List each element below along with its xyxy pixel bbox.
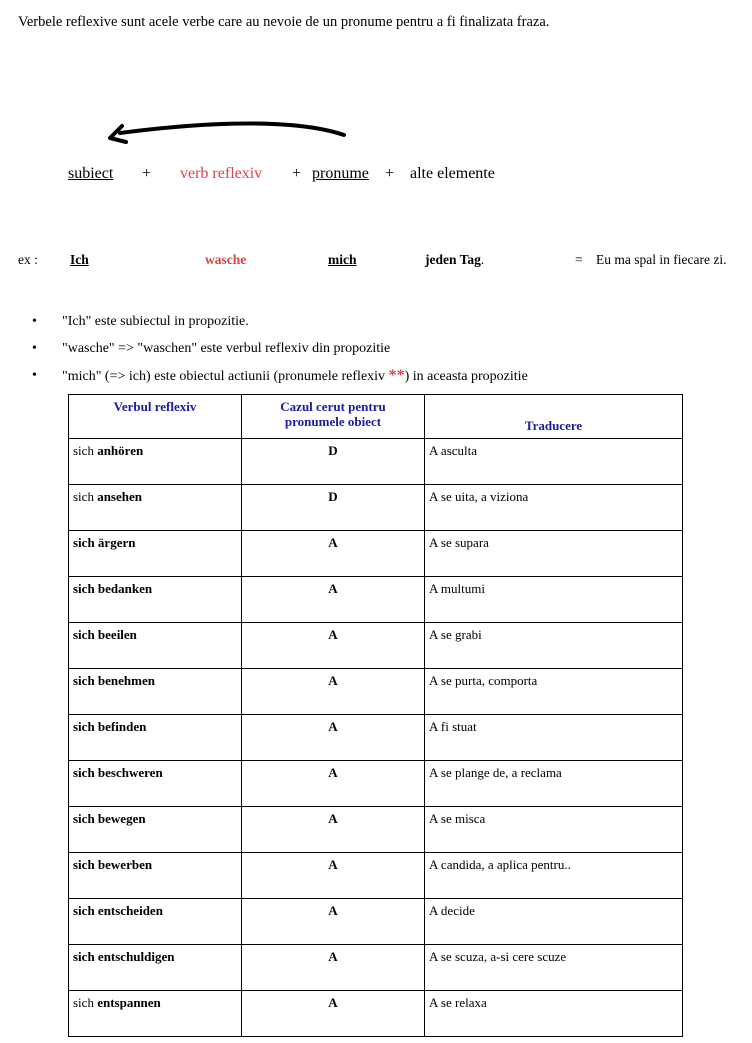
case-cell: D [242,485,425,531]
case-cell: A [242,715,425,761]
formula-subject: subiect [68,165,114,182]
case-cell: A [242,577,425,623]
verb-cell: sich entspannen [69,991,242,1037]
table-row [69,761,683,807]
case-cell: A [242,623,425,669]
list-item: • "wasche" => "waschen" este verbul reflexiv din propozitie [32,341,391,356]
table-row [69,715,683,761]
table-header-row [69,395,683,439]
bullet-icon: • [32,368,37,383]
translation-cell: A se misca [425,807,683,853]
translation-cell: A fi stuat [425,715,683,761]
example-word-ich: Ich [70,252,89,267]
verb-cell: sich ärgern [69,531,242,577]
table-row [69,439,683,485]
bullet-icon: • [32,341,37,356]
translation-cell: A se scuza, a-si cere scuze [425,945,683,991]
explanation-list [32,313,528,394]
translation-cell: A se relaxa [425,991,683,1037]
verb-cell: sich benehmen [69,669,242,715]
example-word-wasche: wasche [205,252,247,267]
table-row [69,577,683,623]
example-translation: Eu ma spal in fiecare zi. [596,252,727,267]
table-row [69,623,683,669]
arrow-left-icon [100,118,350,150]
table-row [69,899,683,945]
verb-cell: sich befinden [69,715,242,761]
table-row [69,531,683,577]
table-row [69,945,683,991]
verb-cell: sich bedanken [69,577,242,623]
formula-verb: verb reflexiv [180,165,263,182]
table-row [69,991,683,1037]
example-word-jeden-tag: jeden Tag [425,252,481,267]
list-item: • "Ich" este subiectul in propozitie. [32,314,249,329]
case-cell: A [242,761,425,807]
table-row [69,669,683,715]
verb-cell: sich bewegen [69,807,242,853]
reflexive-verbs-table [68,394,683,1037]
translation-cell: A candida, a aplica pentru.. [425,853,683,899]
verb-cell: sich beschweren [69,761,242,807]
case-cell: A [242,945,425,991]
case-cell: A [242,991,425,1037]
formula-pronoun: pronume [312,165,369,182]
table-row [69,853,683,899]
translation-cell: A se purta, comporta [425,669,683,715]
list-item: • "mich" (=> ich) este obiectul actiunii (pronumele reflexiv **) in aceasta propozitie [32,367,528,384]
bullet-icon: • [32,314,37,329]
translation-cell: A se uita, a viziona [425,485,683,531]
verb-cell: sich entschuldigen [69,945,242,991]
case-cell: A [242,669,425,715]
example-label: ex : [18,252,38,267]
header-case: Cazul cerut pentru pronumele obiect [242,395,425,439]
verb-cell: sich beeilen [69,623,242,669]
formula-plus: + [292,165,302,182]
translation-cell: A se plange de, a reclama [425,761,683,807]
example-equals: = [575,252,583,267]
translation-cell: A se grabi [425,623,683,669]
table-row [69,485,683,531]
verb-cell: sich anhören [69,439,242,485]
translation-cell: A asculta [425,439,683,485]
translation-cell: A decide [425,899,683,945]
case-cell: A [242,531,425,577]
verb-cell: sich bewerben [69,853,242,899]
intro-text: Verbele reflexive sunt acele verbe care au nevoie de un pronume pentru a fi finalizata fraza. [18,14,550,30]
example-word-mich: mich [328,252,357,267]
case-cell: D [242,439,425,485]
translation-cell: A multumi [425,577,683,623]
verb-cell: sich ansehen [69,485,242,531]
formula-plus: + [385,165,395,182]
formula-rest: alte elemente [410,165,495,182]
translation-cell: A se supara [425,531,683,577]
case-cell: A [242,853,425,899]
verb-cell: sich entscheiden [69,899,242,945]
header-verb: Verbul reflexiv [69,395,242,439]
case-cell: A [242,899,425,945]
table-row [69,807,683,853]
formula-plus: + [142,165,152,182]
header-translation: Traducere [425,395,683,439]
case-cell: A [242,807,425,853]
